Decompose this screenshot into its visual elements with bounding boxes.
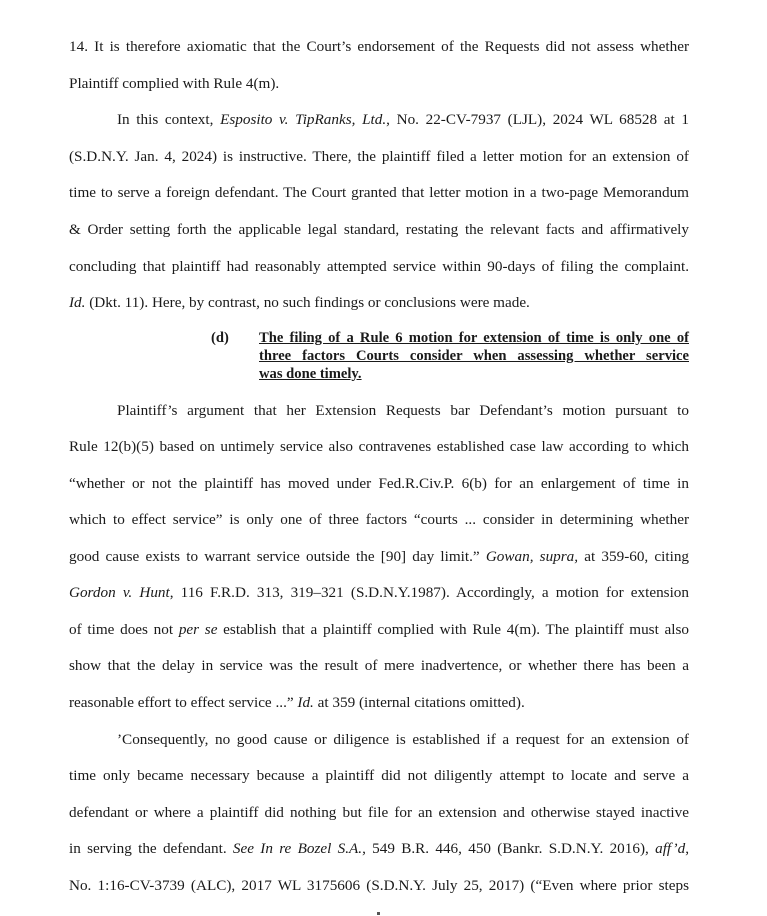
esposito-paragraph-line-2: (S.D.N.Y. Jan. 4, 2024) is instructive. There, the plaintiff filed a letter motion for an extension of bbox=[69, 148, 689, 165]
case-citation: Esposito v. TipRanks, Ltd. bbox=[220, 111, 387, 128]
text-run: reasonable effort to effect service ...” bbox=[69, 694, 298, 711]
argument-paragraph-line-5 bbox=[69, 548, 689, 566]
consequently-paragraph-line-3: defendant or where a plaintiff did nothing but file for an extension and otherwise stayed inactive bbox=[69, 804, 689, 821]
consequently-paragraph-line-4 bbox=[69, 840, 689, 858]
consequently-paragraph-line-2: time only became necessary because a plaintiff did not diligently attempt to locate and serve a bbox=[69, 767, 689, 784]
section-label: (d) bbox=[211, 330, 229, 346]
id-citation: Id. bbox=[297, 694, 314, 711]
text-run: of time does not bbox=[69, 621, 179, 638]
affd-signal: aff’d bbox=[655, 840, 686, 857]
argument-paragraph-line-9 bbox=[69, 694, 689, 712]
text-run: at 359-60, citing bbox=[578, 548, 690, 565]
section-heading-line-2: three factors Courts consider when assessing whether service bbox=[259, 348, 689, 364]
argument-paragraph-line-6 bbox=[69, 584, 689, 602]
paragraph-14-line-1: 14. It is therefore axiomatic that the Court’s endorsement of the Requests did not assess whether bbox=[69, 38, 689, 55]
section-heading-line-3: was done timely. bbox=[259, 366, 362, 382]
case-citation: Gordon v. Hunt bbox=[69, 584, 170, 601]
text-run: In this context, bbox=[117, 111, 221, 128]
case-citation: Gowan, supra, bbox=[485, 548, 579, 565]
text-run: establish that a plaintiff complied with Rule 4(m). The plaintiff must also bbox=[217, 621, 689, 638]
argument-paragraph-line-2: Rule 12(b)(5) based on untimely service also contravenes established case law according to which bbox=[69, 438, 689, 455]
text-run: in serving the defendant. bbox=[69, 840, 233, 857]
paragraph-14-line-2: Plaintiff complied with Rule 4(m). bbox=[69, 75, 280, 92]
text-run: , bbox=[685, 840, 689, 857]
emphasis: per se bbox=[178, 621, 218, 638]
text-run: good cause exists to warrant service outside the [90] day limit.” bbox=[69, 548, 486, 565]
consequently-paragraph-line-5: No. 1:16-CV-3739 (ALC), 2017 WL 3175606 (S.D.N.Y. July 25, 2017) (“Even where prior steps bbox=[69, 877, 689, 894]
esposito-paragraph-line-1 bbox=[117, 111, 689, 129]
text-run: (Dkt. 11). Here, by contrast, no such findings or conclusions were made. bbox=[85, 294, 530, 311]
text-run: , No. 22-CV-7937 (LJL), 2024 WL 68528 at 1 bbox=[386, 111, 689, 128]
esposito-paragraph-line-3: time to serve a foreign defendant. The Court granted that letter motion in a two-page Memorandum bbox=[69, 184, 689, 201]
section-heading-line-1: The filing of a Rule 6 motion for extension of time is only one of bbox=[259, 330, 689, 346]
consequently-paragraph-line-1: ’Consequently, no good cause or diligence is established if a request for an extension of bbox=[117, 731, 689, 748]
argument-paragraph-line-1: Plaintiff’s argument that her Extension Requests bar Defendant’s motion pursuant to bbox=[117, 402, 689, 419]
esposito-paragraph-line-4: & Order setting forth the applicable legal standard, restating the relevant facts and affirmatively bbox=[69, 221, 689, 238]
argument-paragraph-line-3: “whether or not the plaintiff has moved under Fed.R.Civ.P. 6(b) for an enlargement of time in bbox=[69, 475, 689, 492]
page-number-fragment bbox=[377, 912, 380, 915]
argument-paragraph-line-7 bbox=[69, 621, 689, 639]
case-citation: See In re Bozel S.A. bbox=[232, 840, 363, 857]
esposito-paragraph-line-6 bbox=[69, 294, 689, 312]
argument-paragraph-line-4: which to effect service” is only one of three factors “courts ... consider in determining whether bbox=[69, 511, 689, 528]
esposito-paragraph-line-5: concluding that plaintiff had reasonably attempted service within 90-days of filing the complaint. bbox=[69, 258, 689, 275]
text-run: , 549 B.R. 446, 450 (Bankr. S.D.N.Y. 2016), bbox=[362, 840, 656, 857]
text-run: , 116 F.R.D. 313, 319–321 (S.D.N.Y.1987). Accordingly, a motion for extension bbox=[169, 584, 689, 601]
text-run: at 359 (internal citations omitted). bbox=[313, 694, 525, 711]
argument-paragraph-line-8: show that the delay in service was the result of mere inadvertence, or whether there has been a bbox=[69, 657, 689, 674]
id-citation: Id. bbox=[69, 294, 86, 311]
